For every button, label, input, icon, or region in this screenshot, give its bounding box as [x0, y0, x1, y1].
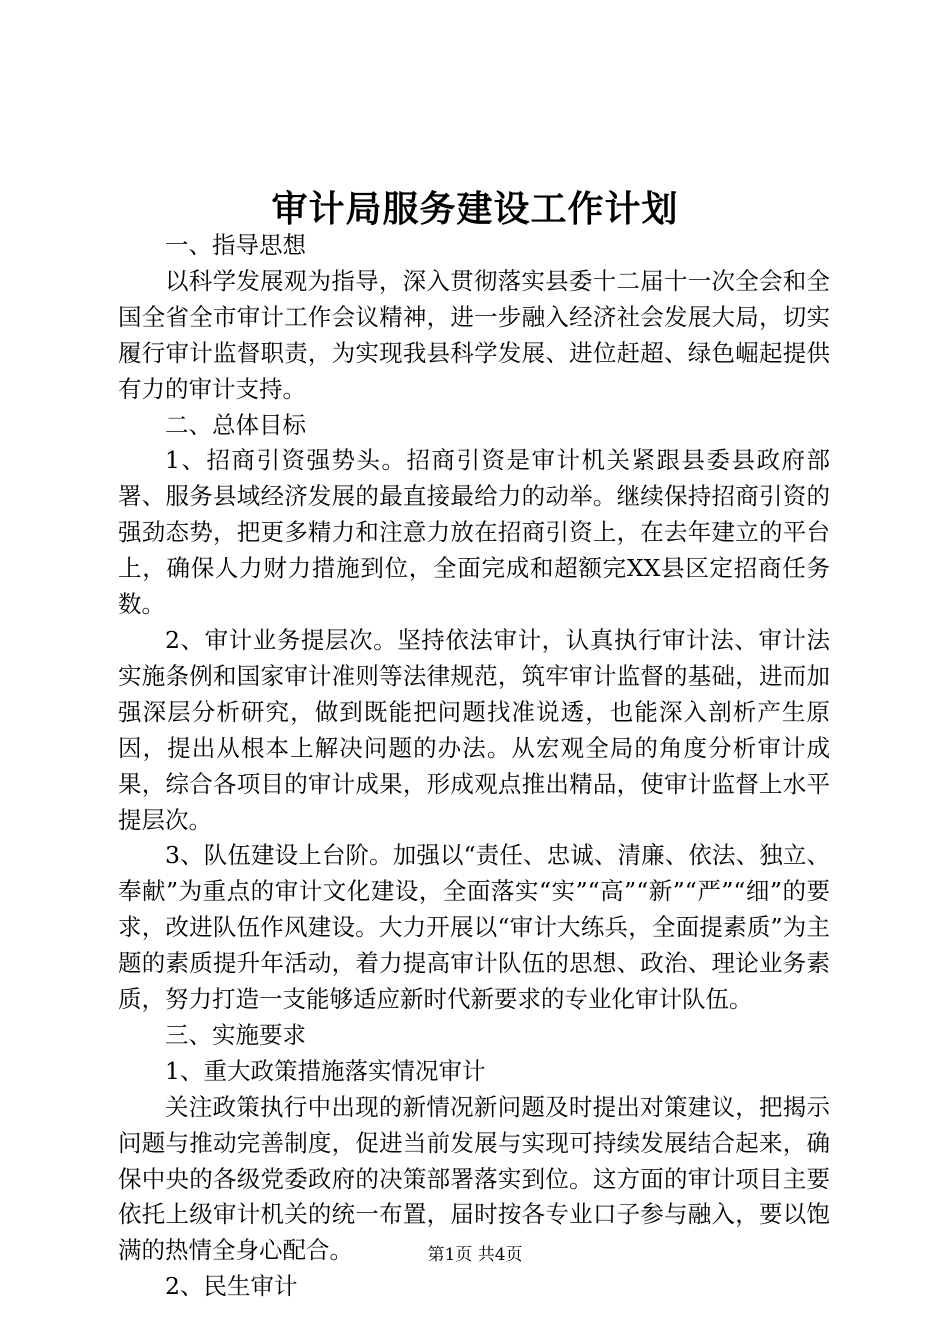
- section-heading-overall-goals: 二、总体目标: [165, 410, 306, 439]
- paragraph-goal-team-building: 3、队伍建设上台阶。加强以“责任、忠诚、清廉、依法、独立、奉献”为重点的审计文化建设，全面落实“实”“高”“新”“严”“细”的要求，改进队伍作风建设。大力开展以“审计大练兵，全面提素质”为主题的素质提升年活动，着力提高审计队伍的思想、政治、理论业务素质，努力打造一支能够适应新时代新要求的专业化审计队伍。: [118, 841, 830, 1014]
- paragraph-goal-investment: 1、招商引资强势头。招商引资是审计机关紧跟县委县政府部署、服务县域经济发展的最直接最给力的动举。继续保持招商引资的强劲态势，把更多精力和注意力放在招商引资上，在去年建立的平台上，确保人力财力措施到位，全面完成和超额完XX县区定招商任务数。: [118, 446, 830, 619]
- document-title: 审计局服务建设工作计划: [271, 188, 679, 230]
- section-heading-implementation: 三、实施要求: [165, 1020, 306, 1049]
- paragraph-major-policy-audit: 关注政策执行中出现的新情况新问题及时提出对策建议，把揭示问题与推动完善制度，促进当前发展与实现可持续发展结合起来，确保中央的各级党委政府的决策部署落实到位。这方面的审计项目主要依托上级审计机关的统一布置，届时按各专业口子参与融入，要以饱满的热情全身心配合。: [118, 1092, 830, 1265]
- subheading-livelihood-audit: 2、民生审计: [165, 1272, 298, 1301]
- subheading-major-policy-audit: 1、重大政策措施落实情况审计: [165, 1056, 486, 1085]
- page-footer: 第1页 共4页: [427, 1245, 523, 1265]
- section-heading-guiding-ideology: 一、指导思想: [165, 231, 306, 259]
- paragraph-goal-audit-business: 2、审计业务提层次。坚持依法审计，认真执行审计法、审计法实施条例和国家审计准则等法律规范，筑牢审计监督的基础，进而加强深层分析研究，做到既能把问题找准说透，也能深入剖析产生原因，提出从根本上解决问题的办法。从宏观全局的角度分析审计成果，综合各项目的审计成果，形成观点推出精品，使审计监督上水平提层次。: [118, 625, 830, 834]
- paragraph-guiding-ideology: 以科学发展观为指导，深入贯彻落实县委十二届十一次全会和全国全省全市审计工作会议精神，进一步融入经济社会发展大局，切实履行审计监督职责，为实现我县科学发展、进位赶超、绿色崛起提供有力的审计支持。: [118, 266, 830, 403]
- document-body: [118, 228, 830, 1305]
